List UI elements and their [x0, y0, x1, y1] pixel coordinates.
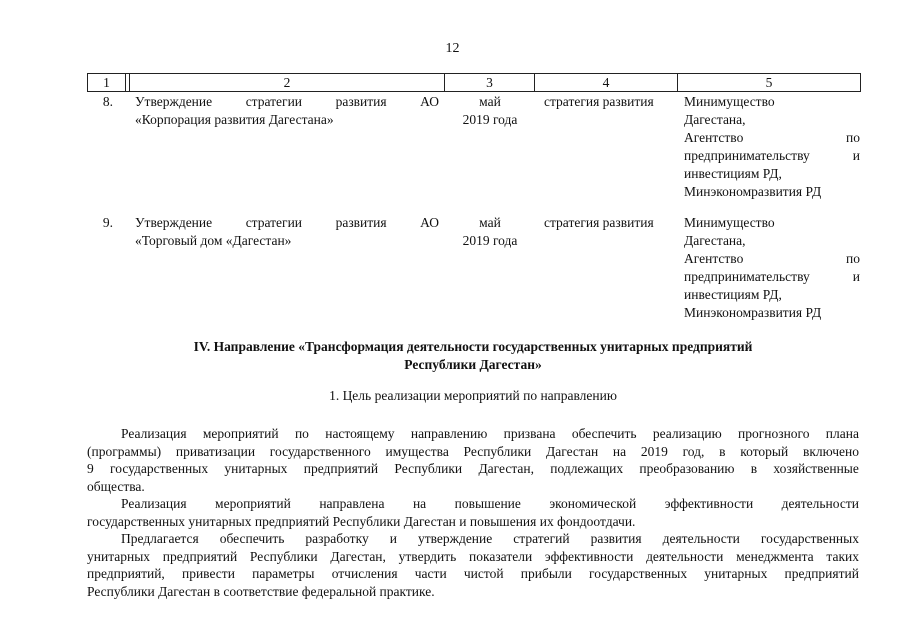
word: эффективности: [544, 548, 634, 564]
row-number: 9.: [102, 215, 113, 230]
word: 9: [87, 461, 94, 476]
word: унитарных: [224, 461, 288, 476]
paragraph-line: [87, 425, 859, 443]
header-col-1: 1: [103, 75, 110, 90]
word: государственных: [110, 461, 209, 476]
word: АО: [420, 94, 439, 109]
row-result: стратегия развития: [544, 215, 654, 230]
word: развития: [335, 215, 387, 230]
paragraph-line: [87, 530, 859, 548]
word: предприятий: [162, 548, 238, 564]
subsection-heading: 1. Цель реализации мероприятий по направлению: [329, 388, 617, 403]
word: повышение: [454, 496, 521, 511]
word: стратегии: [245, 94, 303, 109]
word: Республики: [463, 443, 532, 459]
executor-line: Минимущество: [684, 94, 775, 109]
word: плана: [825, 426, 859, 441]
word: части: [414, 566, 447, 581]
paragraph: [87, 495, 859, 530]
word: прибыли: [520, 566, 572, 581]
word: чистой: [463, 566, 504, 581]
word: Агентство: [684, 130, 744, 145]
executor-line: Минэкономразвития РД: [684, 305, 822, 320]
word: Дагестан,: [330, 548, 386, 564]
paragraph: [87, 425, 859, 495]
executor-line: [684, 147, 860, 165]
word: предприятий: [784, 566, 859, 581]
header-col-4: 4: [602, 75, 610, 90]
header-col-2: 2: [283, 75, 291, 90]
word: Реализация: [121, 426, 187, 441]
word: на: [412, 496, 427, 511]
word: направлена: [319, 496, 385, 511]
word: государственных: [760, 531, 859, 546]
description-line: «Торговый дом «Дагестан»: [135, 233, 292, 248]
description-line: [135, 93, 439, 111]
word: настоящему: [325, 426, 395, 441]
paragraph-line: [87, 443, 859, 461]
word: имущества: [385, 443, 449, 459]
word: предпринимательству: [684, 269, 810, 284]
date-line: май: [479, 215, 501, 230]
word: менеджмента: [736, 548, 814, 564]
word: отчисления: [331, 566, 398, 581]
word: предприятий,: [87, 566, 165, 581]
paragraph-line: [87, 495, 859, 513]
word: реализацию: [652, 426, 722, 441]
column-divider: [125, 74, 126, 91]
word: утверждение: [417, 531, 493, 546]
word: Республики: [394, 461, 463, 476]
paragraph-line: [87, 548, 859, 566]
section-heading: [87, 338, 859, 374]
row-result: стратегия развития: [544, 94, 654, 109]
word: экономической: [549, 496, 637, 511]
row-number: 8.: [102, 94, 113, 109]
executor-line: Минимущество: [684, 215, 775, 230]
word: преобразованию: [639, 461, 735, 476]
word: государственного: [269, 443, 371, 459]
date-line: май: [479, 94, 501, 109]
row-executors: [684, 214, 860, 322]
word: по: [846, 130, 860, 145]
word: прогнозного: [738, 426, 810, 441]
word: Дагестан: [546, 443, 599, 459]
word: в: [750, 461, 758, 476]
word: по: [846, 251, 860, 266]
executor-line: [684, 250, 860, 268]
word: деятельности: [781, 496, 859, 511]
word: мероприятий: [202, 426, 279, 441]
executor-line: Дагестана,: [684, 112, 746, 127]
word: Реализация: [121, 496, 187, 511]
row-date: [455, 214, 525, 250]
word: развития: [590, 531, 642, 546]
word: параметры: [252, 566, 315, 581]
paragraph-line: Республики Дагестан в соответствие федеральной практике.: [87, 583, 435, 599]
word: включено: [802, 443, 859, 459]
word: хозяйственные: [773, 461, 859, 476]
word: унитарных: [87, 548, 151, 564]
executor-line: Минэкономразвития РД: [684, 184, 822, 199]
description-line: [135, 214, 439, 232]
paragraph-line: государственных унитарных предприятий Республики Дагестан и повышения их фондоотдачи.: [87, 513, 636, 529]
word: и: [852, 269, 860, 284]
word: унитарных: [704, 566, 768, 581]
header-col-5: 5: [765, 75, 773, 90]
paragraph-line: общества.: [87, 478, 145, 494]
word: и: [852, 148, 860, 163]
row-description: [135, 93, 439, 129]
word: показатели: [469, 548, 533, 564]
word: по: [294, 426, 309, 441]
paragraph-line: [87, 565, 859, 583]
word: Дагестан,: [478, 461, 534, 476]
table-header-row: [87, 73, 861, 92]
word: Агентство: [684, 251, 744, 266]
word: который: [740, 443, 789, 459]
header-col-3: 3: [486, 75, 493, 90]
word: АО: [420, 215, 439, 230]
row-description: [135, 214, 439, 250]
word: и: [389, 531, 397, 546]
executor-line: Дагестана,: [684, 233, 746, 248]
word: (программы): [87, 443, 162, 459]
executor-line: инвестициям РД,: [684, 166, 782, 181]
word: деятельности: [646, 548, 724, 564]
word: призвана: [503, 426, 556, 441]
section-heading-line: IV. Направление «Трансформация деятельности государственных унитарных предприятий: [193, 339, 753, 354]
executor-line: инвестициям РД,: [684, 287, 782, 302]
word: стратегии: [245, 215, 303, 230]
word: деятельности: [662, 531, 740, 546]
word: подлежащих: [550, 461, 624, 476]
word: мероприятий: [215, 496, 291, 511]
word: Утверждение: [135, 215, 213, 230]
word: таких: [826, 548, 859, 564]
description-line: «Корпорация развития Дагестана»: [135, 112, 334, 127]
date-line: 2019 года: [462, 112, 518, 127]
word: в: [719, 443, 726, 459]
word: Предлагается: [121, 531, 199, 546]
word: стратегий: [513, 531, 570, 546]
word: привести: [181, 566, 235, 581]
word: на: [612, 443, 627, 459]
word: обеспечить: [571, 426, 637, 441]
word: развития: [335, 94, 387, 109]
word: Республики: [249, 548, 318, 564]
word: обеспечить: [219, 531, 285, 546]
row-date: [455, 93, 525, 129]
date-line: 2019 года: [462, 233, 518, 248]
word: 2019: [640, 443, 668, 459]
word: предпринимательству: [684, 148, 810, 163]
word: предприятий: [303, 461, 379, 476]
word: год,: [682, 443, 705, 459]
paragraph: [87, 530, 859, 600]
section-heading-line: Республики Дагестан»: [404, 357, 542, 372]
word: направлению: [410, 426, 488, 441]
word: Утверждение: [135, 94, 213, 109]
row-executors: [684, 93, 860, 201]
word: разработку: [305, 531, 369, 546]
executor-line: [684, 268, 860, 286]
page-number: 12: [445, 41, 460, 56]
paragraph-line: [87, 460, 859, 478]
executor-line: [684, 129, 860, 147]
word: государственных: [589, 566, 688, 581]
word: утвердить: [398, 548, 457, 564]
word: приватизации: [175, 443, 256, 459]
word: эффективности: [664, 496, 754, 511]
